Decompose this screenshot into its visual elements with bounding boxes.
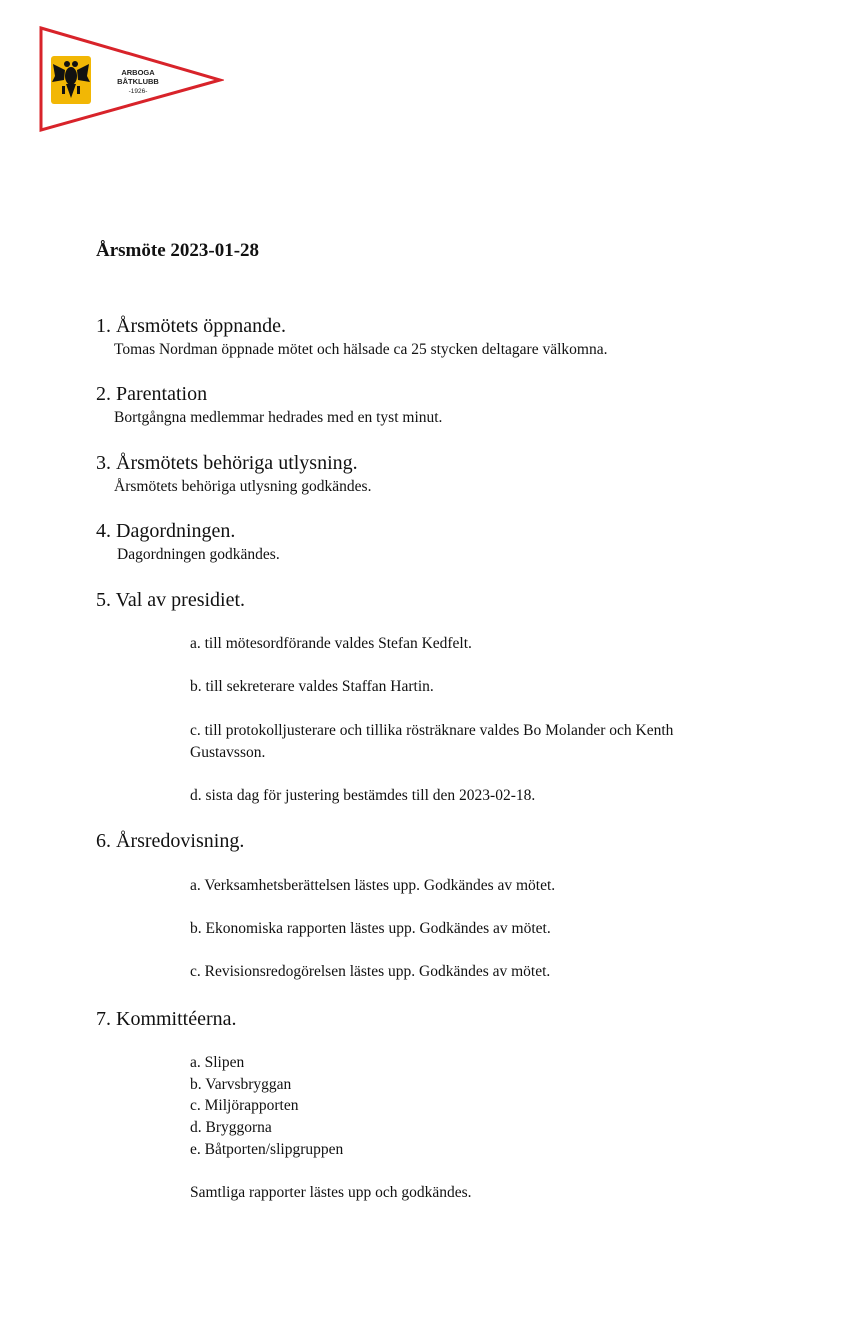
section-7 xyxy=(96,1007,796,1031)
section-heading: 2. Parentation xyxy=(96,383,208,405)
section-1 xyxy=(96,314,796,360)
section-2 xyxy=(96,382,796,428)
list-item: a. Verksamhetsberättelsen lästes upp. Godkändes av mötet. xyxy=(190,877,556,894)
section-text: Dagordningen godkändes. xyxy=(117,546,280,563)
page-title: Årsmöte 2023-01-28 xyxy=(96,240,260,261)
logo-text-3: -1926- xyxy=(128,88,148,95)
list-item: b. Varvsbryggan xyxy=(190,1075,292,1093)
logo-text-2: BÅTKLUBB xyxy=(117,77,159,86)
club-logo xyxy=(38,26,224,132)
list-item: e. Båtporten/slipgruppen xyxy=(190,1140,344,1158)
section-text: Tomas Nordman öppnade mötet och hälsade ca 25 stycken deltagare välkomna. xyxy=(114,341,608,358)
section-heading: 6. Årsredovisning. xyxy=(96,830,245,852)
section-text: Bortgångna medlemmar hedrades med en tyst minut. xyxy=(114,409,443,426)
list-item: c. Miljörapporten xyxy=(190,1097,299,1115)
list-item: a. till mötesordförande valdes Stefan Kedfelt. xyxy=(190,635,472,652)
section-heading: 3. Årsmötets behöriga utlysning. xyxy=(96,452,358,474)
logo-text-1: ARBOGA xyxy=(121,68,155,77)
list-item: d. Bryggorna xyxy=(190,1119,272,1137)
list-item: a. Slipen xyxy=(190,1054,245,1071)
list-item: d. sista dag för justering bestämdes till den 2023-02-18. xyxy=(190,787,536,804)
list-item: b. till sekreterare valdes Staffan Hartin. xyxy=(190,678,434,695)
section-heading: 7. Kommittéerna. xyxy=(96,1008,237,1030)
section-heading: 4. Dagordningen. xyxy=(96,520,236,542)
section-6 xyxy=(96,829,796,853)
list-item: c. Revisionsredogörelsen lästes upp. Godkändes av mötet. xyxy=(190,963,551,980)
section-heading: 1. Årsmötets öppnande. xyxy=(96,315,286,337)
section-5 xyxy=(96,588,796,612)
committee-list xyxy=(190,1052,343,1161)
list-item: c. till protokolljusterare och tillika rösträknare valdes Bo Molander och Kenth Gustavsson. xyxy=(190,722,674,761)
section-text: Årsmötets behöriga utlysning godkändes. xyxy=(114,478,372,495)
list-item: b. Ekonomiska rapporten lästes upp. Godkändes av mötet. xyxy=(190,920,551,937)
pennant-icon xyxy=(38,26,224,132)
section-heading: 5. Val av presidiet. xyxy=(96,589,246,611)
section-4 xyxy=(96,519,796,565)
section-3 xyxy=(96,451,796,497)
committee-conclusion: Samtliga rapporter lästes upp och godkändes. xyxy=(190,1184,472,1201)
